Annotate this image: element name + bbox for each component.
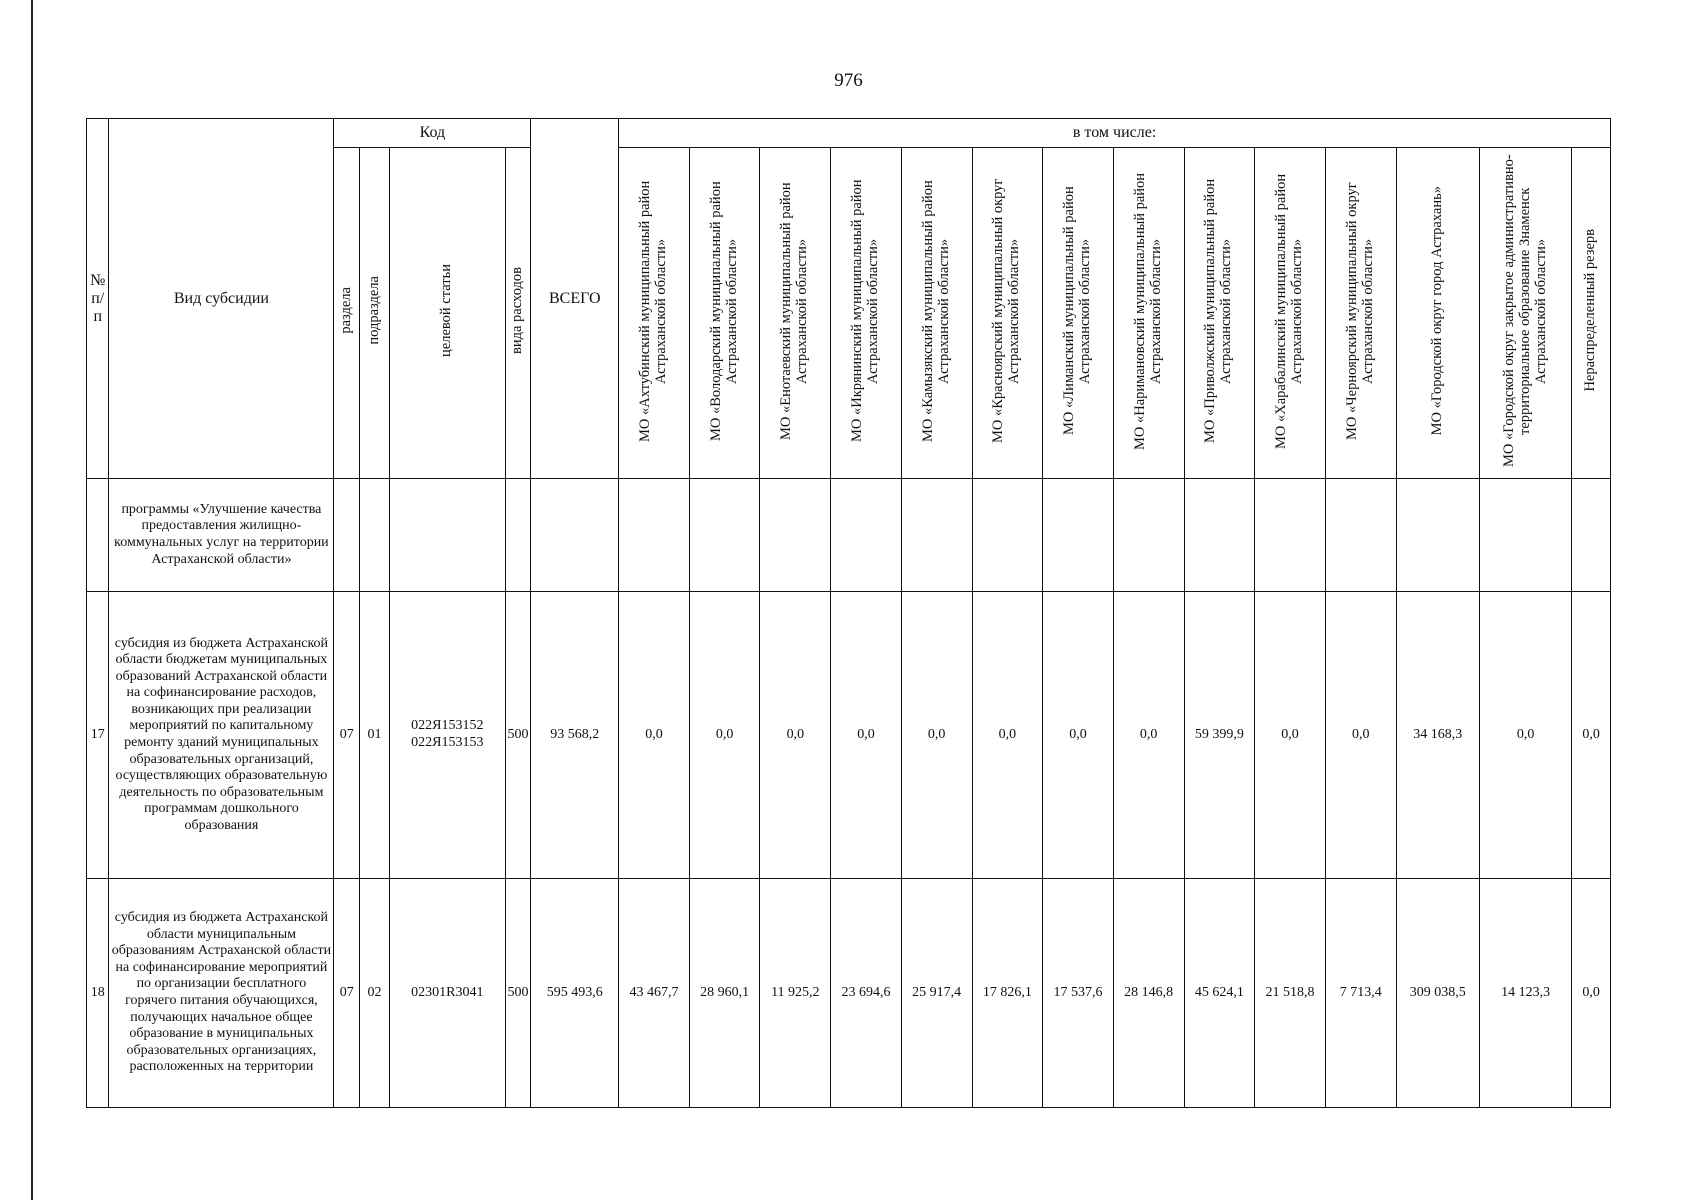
row-total bbox=[531, 479, 619, 592]
municipality-header: МО «Приволжский муниципальный район Астраханской области» bbox=[1184, 148, 1255, 479]
row-municipality-value bbox=[619, 479, 690, 592]
row-municipality-value: 17 537,6 bbox=[1043, 879, 1114, 1108]
row-municipality-value bbox=[831, 479, 902, 592]
row-description: субсидия из бюджета Астраханской области муниципальным образованиям Астраханской области на софинансирование мероприятий по организации бесплатного горячего питания обучающихся, получающих начальное общее образование в муниципальных образовательных организациях, расположенных на территории bbox=[109, 879, 334, 1108]
row-article bbox=[390, 479, 506, 592]
col-kind-header: Вид субсидии bbox=[109, 119, 334, 479]
row-municipality-value: 7 713,4 bbox=[1325, 879, 1396, 1108]
row-municipality-value bbox=[1480, 479, 1572, 592]
row-description: субсидия из бюджета Астраханской области бюджетам муниципальных образований Астраханской области на софинансирование расходов, возникающих при реализации мероприятий по капитальному ремонту зданий муниципальных образовательных организаций, осуществляющих образовательную деятельность по образовательным программам дошкольного образования bbox=[109, 592, 334, 879]
municipality-header: Нераспределенный резерв bbox=[1572, 148, 1611, 479]
municipality-header: МО «Икрянинский муниципальный район Астраханской области» bbox=[831, 148, 902, 479]
code-vid-header: вида расходов bbox=[505, 148, 531, 479]
row-number: 18 bbox=[87, 879, 109, 1108]
municipality-header: МО «Наримановский муниципальный район Астраханской области» bbox=[1113, 148, 1184, 479]
row-municipality-value: 0,0 bbox=[1325, 592, 1396, 879]
row-municipality-value bbox=[1255, 479, 1326, 592]
row-municipality-value: 0,0 bbox=[1480, 592, 1572, 879]
row-municipality-value bbox=[760, 479, 831, 592]
code-group-header: Код bbox=[334, 119, 531, 148]
row-podrazdel: 01 bbox=[360, 592, 390, 879]
page-number: 976 bbox=[834, 70, 863, 91]
municipality-header: МО «Харабалинский муниципальный район Астраханской области» bbox=[1255, 148, 1326, 479]
row-municipality-value: 0,0 bbox=[689, 592, 760, 879]
row-municipality-value: 0,0 bbox=[1043, 592, 1114, 879]
row-municipality-value: 0,0 bbox=[901, 592, 972, 879]
row-total: 93 568,2 bbox=[531, 592, 619, 879]
row-vid: 500 bbox=[505, 592, 531, 879]
municipality-header: МО «Черноярский муниципальный округ Астраханской области» bbox=[1325, 148, 1396, 479]
row-municipality-value: 309 038,5 bbox=[1396, 879, 1480, 1108]
row-municipality-value bbox=[1184, 479, 1255, 592]
municipality-header: МО «Володарский муниципальный район Астраханской области» bbox=[689, 148, 760, 479]
table-row bbox=[87, 879, 1611, 1108]
row-municipality-value bbox=[1325, 479, 1396, 592]
row-municipality-value: 17 826,1 bbox=[972, 879, 1043, 1108]
row-number: 17 bbox=[87, 592, 109, 879]
row-municipality-value: 23 694,6 bbox=[831, 879, 902, 1108]
row-municipality-value: 0,0 bbox=[972, 592, 1043, 879]
municipality-header: МО «Городской округ город Астрахань» bbox=[1396, 148, 1480, 479]
row-municipality-value: 28 960,1 bbox=[689, 879, 760, 1108]
row-municipality-value bbox=[1043, 479, 1114, 592]
row-municipality-value: 43 467,7 bbox=[619, 879, 690, 1108]
row-municipality-value: 59 399,9 bbox=[1184, 592, 1255, 879]
table-row bbox=[87, 592, 1611, 879]
municipality-header: МО «Лиманский муниципальный район Астраханской области» bbox=[1043, 148, 1114, 479]
row-podrazdel: 02 bbox=[360, 879, 390, 1108]
row-article: 022Я153152 022Я153153 bbox=[390, 592, 506, 879]
row-description: программы «Улучшение качества предоставления жилищно-коммунальных услуг на территории Астраханской области» bbox=[109, 479, 334, 592]
code-article-header: целевой статьи bbox=[390, 148, 506, 479]
row-razdel: 07 bbox=[334, 592, 360, 879]
row-number bbox=[87, 479, 109, 592]
row-municipality-value: 0,0 bbox=[619, 592, 690, 879]
row-total: 595 493,6 bbox=[531, 879, 619, 1108]
total-header: ВСЕГО bbox=[531, 119, 619, 479]
row-municipality-value bbox=[1396, 479, 1480, 592]
row-municipality-value: 0,0 bbox=[1572, 592, 1611, 879]
row-municipality-value: 0,0 bbox=[760, 592, 831, 879]
row-municipality-value: 14 123,3 bbox=[1480, 879, 1572, 1108]
including-header: в том числе: bbox=[619, 119, 1611, 148]
row-municipality-value bbox=[901, 479, 972, 592]
municipality-header: МО «Камызякский муниципальный район Астраханской области» bbox=[901, 148, 972, 479]
code-podrazdel-header: подраздела bbox=[360, 148, 390, 479]
row-municipality-value bbox=[689, 479, 760, 592]
row-article: 02301R3041 bbox=[390, 879, 506, 1108]
code-razdel-header: раздела bbox=[334, 148, 360, 479]
row-municipality-value: 11 925,2 bbox=[760, 879, 831, 1108]
row-municipality-value: 28 146,8 bbox=[1113, 879, 1184, 1108]
row-municipality-value: 25 917,4 bbox=[901, 879, 972, 1108]
municipality-header: МО «Енотаевский муниципальный район Астраханской области» bbox=[760, 148, 831, 479]
row-municipality-value bbox=[1113, 479, 1184, 592]
subsidy-table bbox=[86, 118, 1611, 1108]
row-municipality-value: 0,0 bbox=[1255, 592, 1326, 879]
col-num-header: № п/п bbox=[87, 119, 109, 479]
row-podrazdel bbox=[360, 479, 390, 592]
row-municipality-value: 0,0 bbox=[831, 592, 902, 879]
row-municipality-value: 0,0 bbox=[1572, 879, 1611, 1108]
row-municipality-value bbox=[972, 479, 1043, 592]
table-row bbox=[87, 479, 1611, 592]
row-razdel: 07 bbox=[334, 879, 360, 1108]
municipality-header: МО «Ахтубинский муниципальный район Астраханской области» bbox=[619, 148, 690, 479]
row-vid: 500 bbox=[505, 879, 531, 1108]
row-municipality-value bbox=[1572, 479, 1611, 592]
row-municipality-value: 45 624,1 bbox=[1184, 879, 1255, 1108]
municipality-header: МО «Красноярский муниципальный округ Астраханской области» bbox=[972, 148, 1043, 479]
row-municipality-value: 21 518,8 bbox=[1255, 879, 1326, 1108]
row-municipality-value: 0,0 bbox=[1113, 592, 1184, 879]
row-municipality-value: 34 168,3 bbox=[1396, 592, 1480, 879]
binding-line bbox=[31, 0, 33, 1200]
municipality-header: МО «Городской округ закрытое административно-территориальное образование Знаменск Астраханской области» bbox=[1480, 148, 1572, 479]
row-vid bbox=[505, 479, 531, 592]
row-razdel bbox=[334, 479, 360, 592]
